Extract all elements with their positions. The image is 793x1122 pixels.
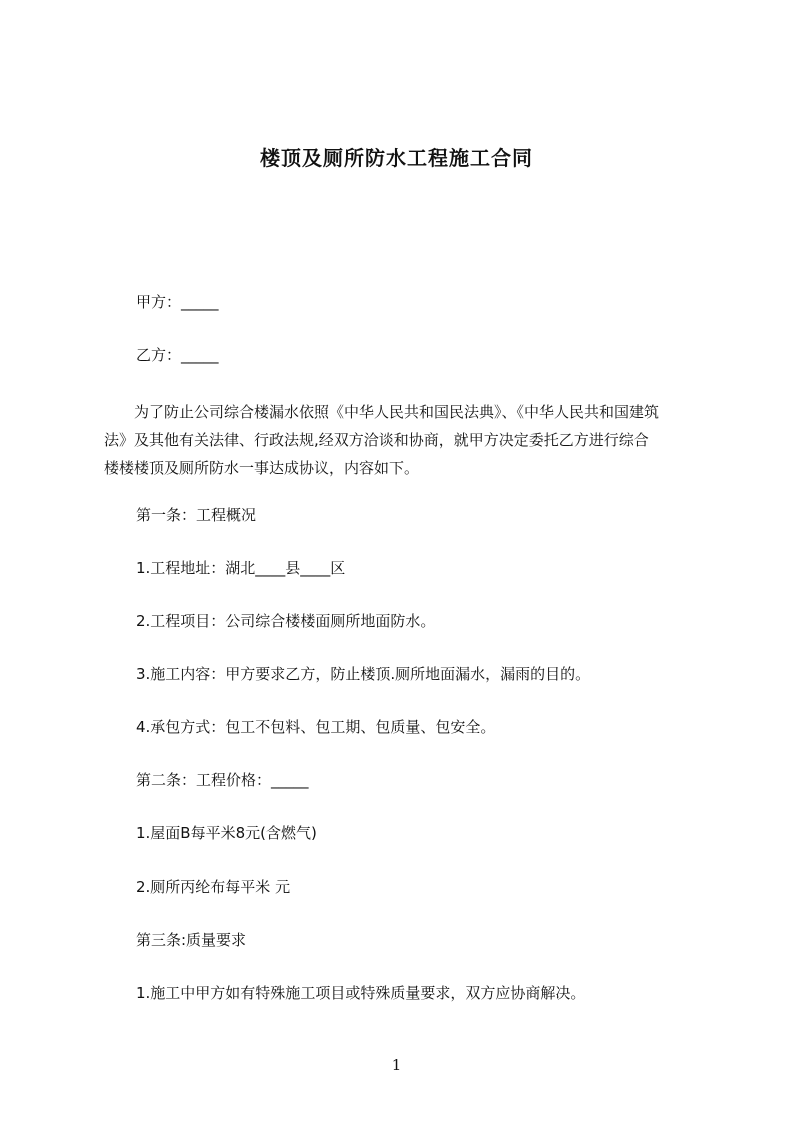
article-1-item-2: 2.工程项目：公司综合楼楼面厕所地面防水。 bbox=[136, 612, 436, 630]
article-1-item-4: 4.承包方式：包工不包料、包工期、包质量、包安全。 bbox=[136, 718, 496, 736]
document-title: 楼顶及厕所防水工程施工合同 bbox=[260, 146, 533, 170]
page-number: 1 bbox=[391, 1056, 402, 1074]
article-3-heading: 第三条:质量要求 bbox=[136, 931, 247, 949]
article-1-item-1: 1.工程地址：湖北____县____区 bbox=[136, 559, 346, 577]
article-3-item-1: 1.施工中甲方如有特殊施工项目或特殊质量要求，双方应协商解决。 bbox=[136, 984, 586, 1002]
article-1-item-3: 3.施工内容：甲方要求乙方，防止楼顶.厕所地面漏水，漏雨的目的。 bbox=[136, 665, 591, 683]
intro-line: 楼楼楼顶及厕所防水一事达成协议，内容如下。 bbox=[104, 459, 420, 477]
party-a-line: 甲方：_____ bbox=[136, 293, 219, 311]
intro-line: 为了防止公司综合楼漏水依照《中华人民共和国民法典》、《中华人民共和国建筑 bbox=[104, 403, 660, 421]
article-2-heading: 第二条：工程价格：_____ bbox=[136, 771, 309, 789]
article-2-item-2: 2.厕所丙纶布每平米 元 bbox=[136, 878, 291, 896]
intro-paragraph bbox=[104, 398, 694, 482]
article-1-heading: 第一条：工程概况 bbox=[136, 506, 257, 524]
party-b-line: 乙方：_____ bbox=[136, 346, 219, 364]
article-2-item-1: 1.屋面B每平米8元(含燃气) bbox=[136, 824, 317, 842]
intro-line: 法》及其他有关法律、行政法规,经双方洽谈和协商，就甲方决定委托乙方进行综合 bbox=[104, 431, 649, 449]
